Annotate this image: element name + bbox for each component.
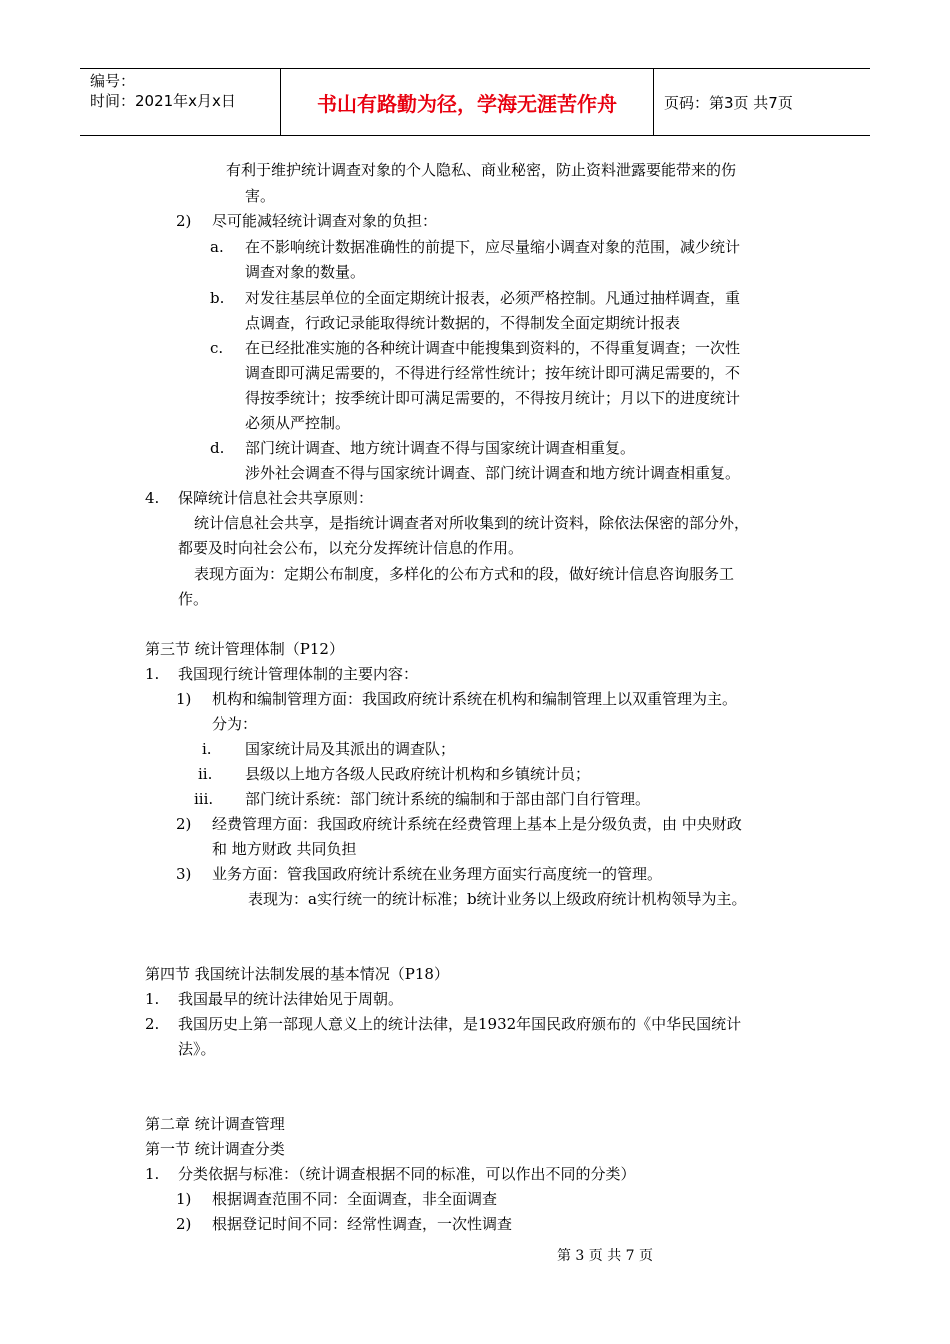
- body-line: 经费管理方面：我国政府统计系统在经费管理上基本上是分级负责，由 中央财政: [212, 815, 742, 833]
- list-marker: a.: [210, 238, 224, 256]
- body-line: 作。: [178, 590, 209, 608]
- list-marker: d.: [210, 439, 225, 457]
- body-line: 我国最早的统计法律始见于周朝。: [178, 990, 404, 1008]
- body-line: 尽可能减轻统计调查对象的负担：: [212, 212, 438, 230]
- body-line: 法》。: [178, 1040, 216, 1058]
- list-marker: 2.: [145, 1015, 160, 1033]
- body-line: 部门统计调查、地方统计调查不得与国家统计调查相重复。: [245, 439, 636, 457]
- list-marker: 2): [176, 1215, 192, 1233]
- body-line: 县级以上地方各级人民政府统计机构和乡镇统计员；: [245, 765, 591, 783]
- body-line: 得按季统计；按季统计即可满足需要的，不得按月统计；月以下的进度统计: [245, 389, 741, 407]
- body-line: 分为：: [212, 715, 258, 733]
- number-label: 编号：: [90, 72, 136, 90]
- body-line: 根据登记时间不同：经常性调查，一次性调查: [212, 1215, 513, 1233]
- list-marker: 3): [176, 865, 192, 883]
- header-meta: [80, 69, 281, 135]
- list-marker: i.: [202, 740, 212, 758]
- body-line: 调查对象的数量。: [245, 263, 366, 281]
- body-line: 业务方面：管我国政府统计系统在业务理方面实行高度统一的管理。: [212, 865, 663, 883]
- list-marker: c.: [210, 339, 224, 357]
- body-line: 我国现行统计管理体制的主要内容：: [178, 665, 419, 683]
- list-marker: 1.: [145, 990, 160, 1008]
- list-marker: 1): [176, 690, 192, 708]
- section-heading: 第四节 我国统计法制发展的基本情况（P18）: [145, 965, 449, 983]
- page-footer: 第 3 页 共 7 页: [556, 1248, 654, 1264]
- body-line: 国家统计局及其派出的调查队；: [245, 740, 456, 758]
- body-line: 都要及时向社会公布，以充分发挥统计信息的作用。: [178, 539, 524, 557]
- header-page-info: 页码：第3页 共7页: [664, 93, 793, 112]
- body-line: 表现为：a实行统一的统计标准；b统计业务以上级政府统计机构领导为主。: [248, 890, 747, 908]
- body-line: 和 地方财政 共同负担: [212, 840, 357, 858]
- body-line: 根据调查范围不同：全面调查，非全面调查: [212, 1190, 498, 1208]
- body-line: 在不影响统计数据准确性的前提下，应尽量缩小调查对象的范围，减少统计: [245, 238, 741, 256]
- list-marker: 2): [176, 815, 192, 833]
- body-line: 机构和编制管理方面：我国政府统计系统在机构和编制管理上以双重管理为主。: [212, 690, 738, 708]
- body-line: 必须从严控制。: [245, 414, 351, 432]
- body-line: 涉外社会调查不得与国家统计调查、部门统计调查和地方统计调查相重复。: [245, 464, 741, 482]
- section-heading: 第三节 统计管理体制（P12）: [145, 640, 344, 658]
- list-marker: 1.: [145, 1165, 160, 1183]
- header-motto: 书山有路勤为径，学海无涯苦作舟: [281, 69, 654, 135]
- list-marker: b.: [210, 289, 225, 307]
- body-line: 保障统计信息社会共享原则：: [178, 489, 374, 507]
- list-marker: 2): [176, 212, 192, 230]
- body-line: 点调查，行政记录能取得统计数据的，不得制发全面定期统计报表: [245, 314, 681, 332]
- body-line: 分类依据与标准：（统计调查根据不同的标准，可以作出不同的分类）: [178, 1165, 636, 1183]
- page-header: [80, 68, 870, 136]
- list-marker: 1.: [145, 665, 160, 683]
- time-label: 时间：2021年x月x日: [90, 92, 236, 110]
- body-line: 统计信息社会共享，是指统计调查者对所收集到的统计资料，除依法保密的部分外，: [194, 514, 750, 532]
- list-marker: iii.: [194, 790, 214, 808]
- body-line: 表现方面为：定期公布制度，多样化的公布方式和的段，做好统计信息咨询服务工: [194, 565, 735, 583]
- body-line: 在已经批准实施的各种统计调查中能搜集到资料的，不得重复调查；一次性: [245, 339, 741, 357]
- body-line: 调查即可满足需要的，不得进行经常性统计；按年统计即可满足需要的，不: [245, 364, 741, 382]
- body-line: 有利于维护统计调查对象的个人隐私、商业秘密，防止资料泄露要能带来的伤: [226, 161, 737, 179]
- body-line: 部门统计系统：部门统计系统的编制和于部由部门自行管理。: [245, 790, 651, 808]
- list-marker: 4.: [145, 489, 160, 507]
- section-heading: 第一节 统计调查分类: [145, 1140, 285, 1158]
- body-line: 对发往基层单位的全面定期统计报表，必须严格控制。凡通过抽样调查，重: [245, 289, 741, 307]
- list-marker: ii.: [198, 765, 213, 783]
- body-line: 害。: [245, 187, 276, 205]
- chapter-heading: 第二章 统计调查管理: [145, 1115, 285, 1133]
- body-line: 我国历史上第一部现人意义上的统计法律，是1932年国民政府颁布的《中华民国统计: [178, 1015, 742, 1033]
- list-marker: 1): [176, 1190, 192, 1208]
